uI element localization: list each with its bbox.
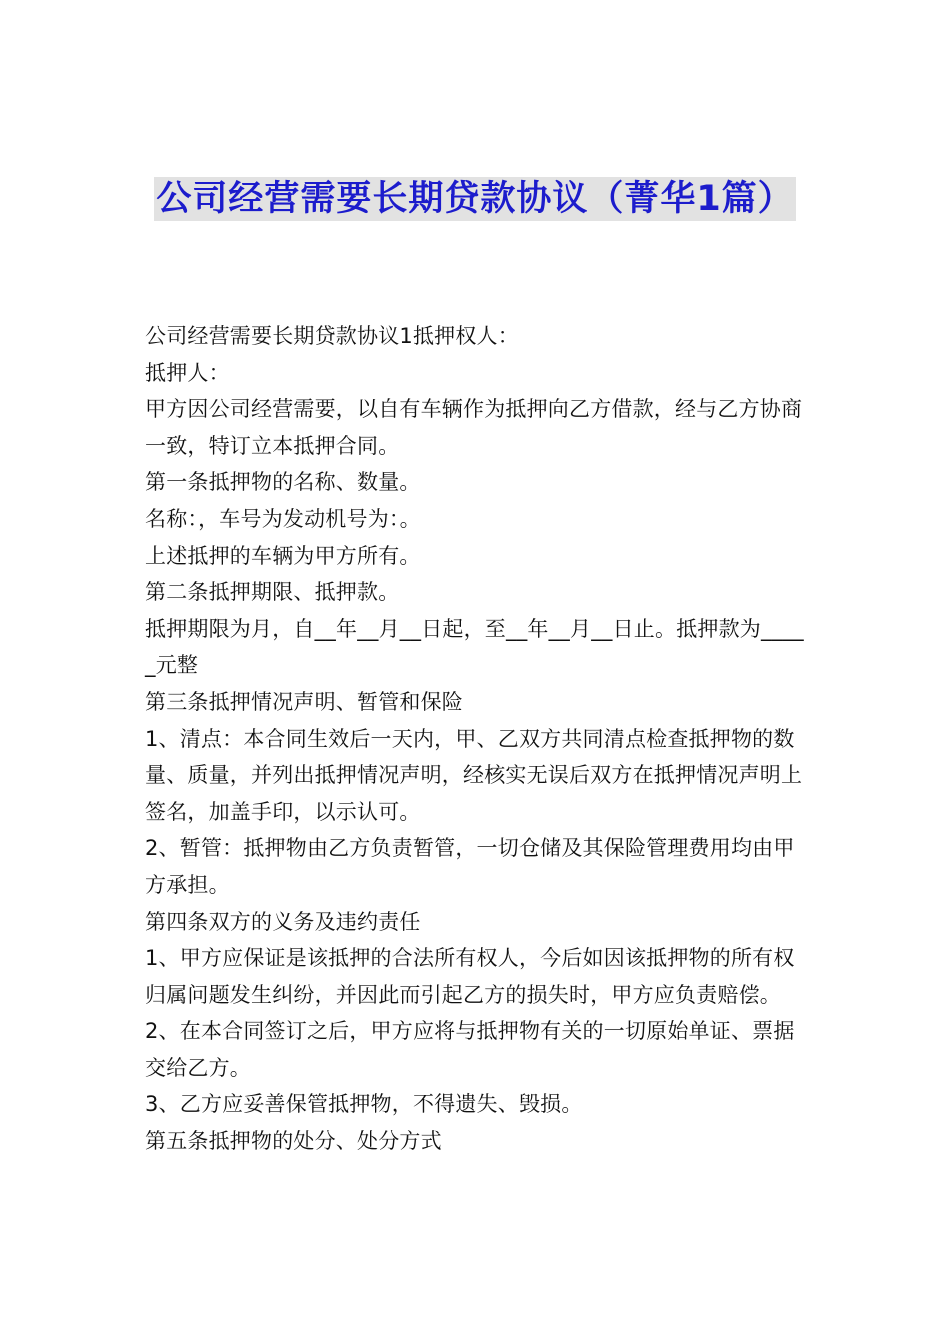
paragraph: 3、乙方应妥善保管抵押物，不得遗失、毁损。 bbox=[145, 1092, 583, 1117]
paragraph: 2、在本合同签订之后，甲方应将与抵押物有关的一切原始单证、票据交给乙方。 bbox=[145, 1019, 795, 1080]
paragraph: 公司经营需要长期贷款协议1抵押权人： bbox=[145, 324, 519, 348]
document-body bbox=[145, 318, 807, 1160]
paragraph: 1、清点：本合同生效后一天内，甲、乙双方共同清点检查抵押物的数量、质量，并列出抵押情况声明，经核实无误后双方在抵押情况声明上签名，加盖手印，以示认可。 bbox=[145, 726, 803, 824]
section-heading: 第一条抵押物的名称、数量。 bbox=[145, 470, 421, 495]
section-heading: 第四条双方的义务及违约责任 bbox=[145, 909, 421, 934]
document-title: 公司经营需要长期贷款协议（菁华1篇） bbox=[156, 179, 794, 219]
paragraph: 名称：，车号为发动机号为：。 bbox=[145, 506, 421, 531]
section-heading: 第三条抵押情况声明、暂管和保险 bbox=[145, 689, 463, 714]
paragraph: 甲方因公司经营需要，以自有车辆作为抵押向乙方借款，经与乙方协商一致，特订立本抵押合同。 bbox=[145, 397, 803, 458]
paragraph: 抵押人： bbox=[145, 360, 230, 385]
paragraph: 1、甲方应保证是该抵押的合法所有权人，今后如因该抵押物的所有权归属问题发生纠纷，并因此而引起乙方的损失时，甲方应负责赔偿。 bbox=[145, 946, 795, 1007]
paragraph: 抵押期限为月，自__年__月__日起，至__年__月__日止。抵押款为_____元整 bbox=[145, 616, 804, 678]
section-heading: 第五条抵押物的处分、处分方式 bbox=[145, 1129, 442, 1154]
title-block bbox=[100, 172, 850, 226]
paragraph: 2、暂管：抵押物由乙方负责暂管，一切仓储及其保险管理费用均由甲方承担。 bbox=[145, 836, 795, 897]
section-heading: 第二条抵押期限、抵押款。 bbox=[145, 580, 400, 605]
paragraph: 上述抵押的车辆为甲方所有。 bbox=[145, 543, 421, 568]
